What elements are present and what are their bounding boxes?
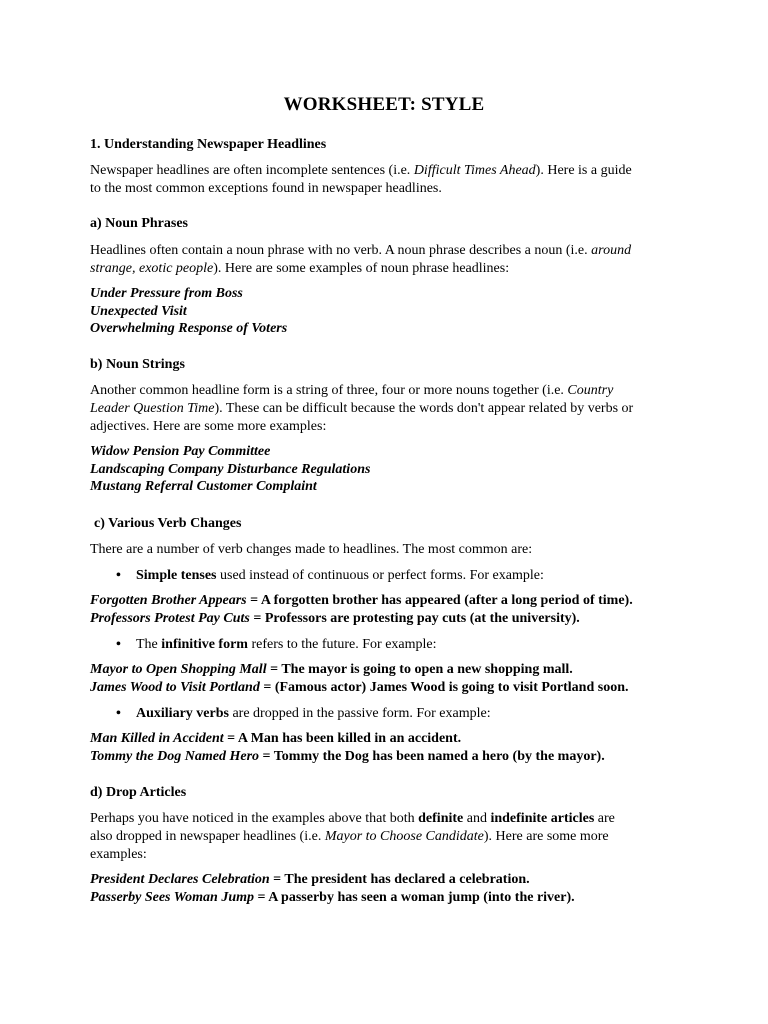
paragraph: Another common headline form is a string of three, four or more nouns together (i.e. Country Leader Question Time). These can be difficult because the words don't appear related by verbs or adjectives. Here are some more examples:	[90, 383, 634, 434]
subsection-heading: c) Various Verb Changes	[94, 516, 242, 531]
paragraph: There are a number of verb changes made to headlines. The most common are:	[90, 542, 533, 557]
example-list: Man Killed in Accident = A Man has been killed in an accident. Tommy the Dog Named Hero = Tommy the Dog has been named a hero (by the mayor).	[90, 731, 605, 764]
worksheet-page: WORKSHEET: STYLE 1. Understanding Newspaper Headlines Newspaper headlines are often incomplete sentences (i.e. Difficult Times Ahead). Here is a guide to the most common exceptions found in newspaper headlines. a) Noun Phrases Headlines often contain a noun phrase with no verb. A noun phrase describes a noun (i.e. around strange, exotic people). Here are some examples of noun phrase headlines: Under Pressure from Boss Unexpected Visit Overwhelming Response of Voters b) Noun Strings Another common headline form is a string of three, four or more nouns together (i.e. Country Leader Question Time). These can be difficult because the words don't appear related by verbs or adjectives. Here are some more examples: Widow Pension Pay Committee Landscaping Company Disturbance Regulations Mustang Referral Customer Complaint c) Various Verb Changes There are a number of verb changes made to headlines. The most common are: • Simple tenses used instead of continuous or perfect forms. For example: Forgotten Brother Appears = A forgotten brother has appeared (after a long period of time). Professors Protest Pay Cuts = Professors are protesting pay cuts (at the university). • The infinitive form refers to the future. For example: Mayor to Open Shopping Mall = The mayor is going to open a new shopping mall. James Wood to Visit Portland = (Famous actor) James Wood is going to visit Portland soon. • Auxiliary verbs are dropped in the passive form. For example: Man Killed in Accident = A Man has been killed in an accident. Tommy the Dog Named Hero = Tommy the Dog has been named a hero (by the mayor). d) Drop Articles Perhaps you have noticed in the examples above that both definite and indefinite articles are also dropped in newspaper headlines (i.e. Mayor to Choose Candidate). Here are some more examples: President Declares Celebration = The president has declared a celebration. Passerby Sees Woman Jump = A passerby has seen a woman jump (into the river).	[0, 0, 768, 1024]
example-list: Under Pressure from Boss Unexpected Visit Overwhelming Response of Voters	[90, 286, 288, 336]
page-title: WORKSHEET: STYLE	[283, 94, 485, 115]
example-list: Forgotten Brother Appears = A forgotten brother has appeared (after a long period of time). Professors Protest Pay Cuts = Professors are protesting pay cuts (at the university).	[90, 593, 633, 626]
paragraph: Newspaper headlines are often incomplete sentences (i.e. Difficult Times Ahead). Here is a guide to the most common exceptions found in newspaper headlines.	[90, 163, 632, 196]
example-list: Mayor to Open Shopping Mall = The mayor is going to open a new shopping mall. James Wood to Visit Portland = (Famous actor) James Wood is going to visit Portland soon.	[90, 662, 629, 695]
subsection-heading: d) Drop Articles	[90, 785, 187, 800]
paragraph: Headlines often contain a noun phrase with no verb. A noun phrase describes a noun (i.e. around strange, exotic people). Here are some examples of noun phrase headlines:	[90, 243, 632, 276]
example-list: President Declares Celebration = The president has declared a celebration. Passerby Sees Woman Jump = A passerby has seen a woman jump (into the river).	[90, 872, 575, 905]
section-heading: 1. Understanding Newspaper Headlines	[90, 137, 327, 152]
subsection-heading: a) Noun Phrases	[90, 216, 189, 231]
bullet-icon: •	[116, 568, 121, 583]
paragraph: Perhaps you have noticed in the examples above that both definite and indefinite articles are also dropped in newspaper headlines (i.e. Mayor to Choose Candidate). Here are some more examples:	[90, 811, 615, 862]
subsection-heading: b) Noun Strings	[90, 357, 185, 372]
bullet-icon: •	[116, 637, 121, 652]
bullet-icon: •	[116, 706, 121, 721]
example-list: Widow Pension Pay Committee Landscaping Company Disturbance Regulations Mustang Referral Customer Complaint	[90, 444, 371, 494]
